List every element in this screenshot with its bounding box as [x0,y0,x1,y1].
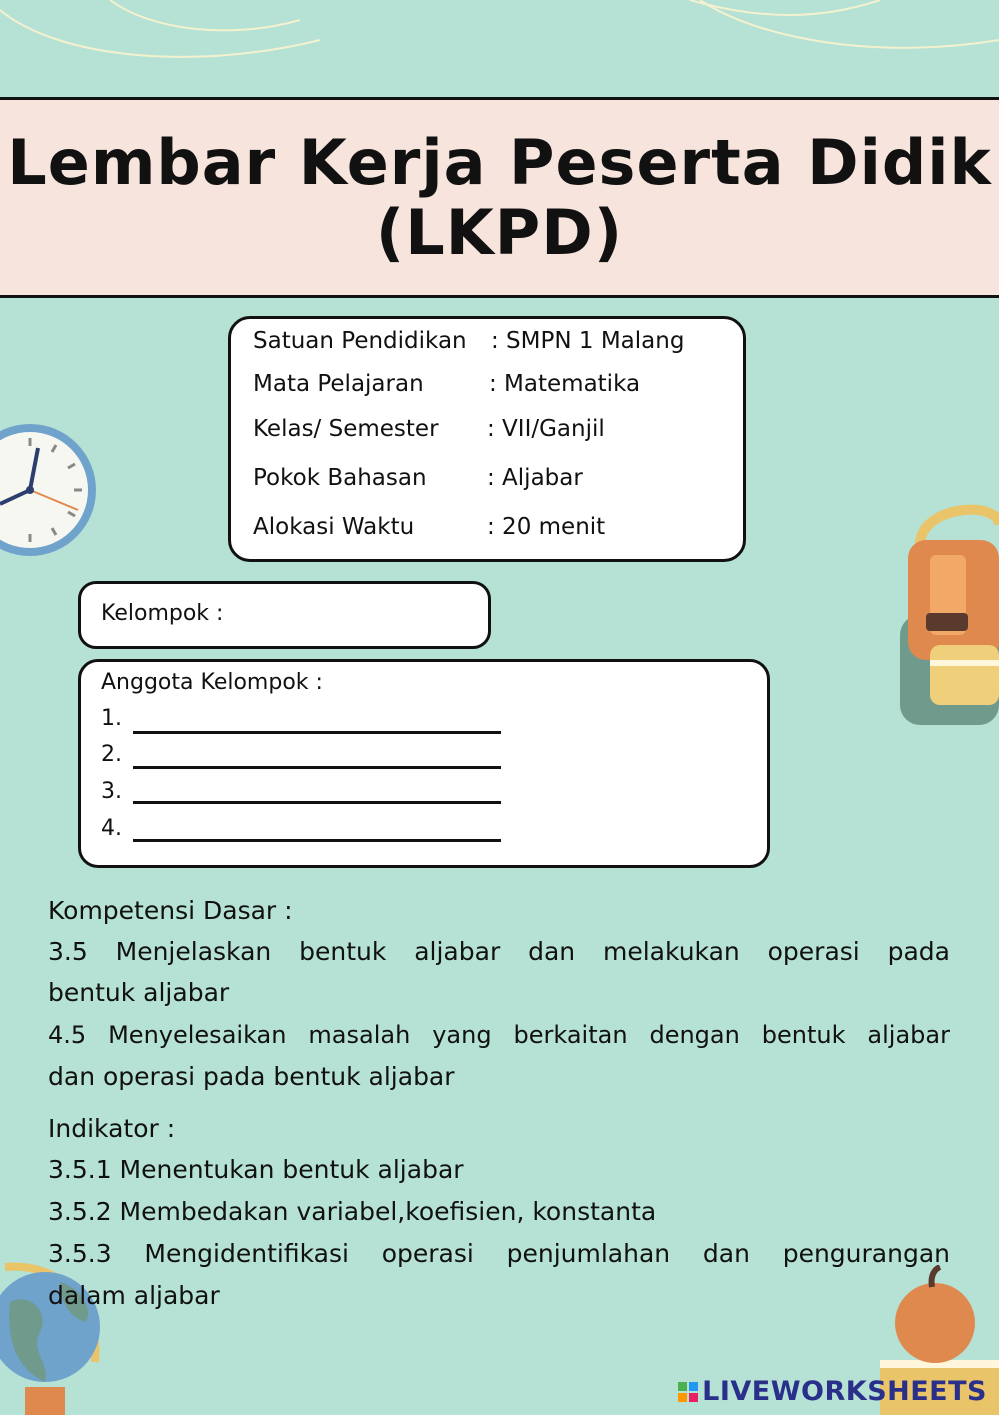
info-value: : Matematika [489,371,641,397]
info-box [228,316,746,562]
info-value: : Aljabar [487,465,583,491]
title-banner [0,97,999,298]
group-field[interactable] [78,581,491,649]
backpack-icon [900,495,999,730]
info-value: : 20 menit [487,514,606,540]
kd-item1-line1: 3.5 Menjelaskan bentuk aljabar dan melakukan operasi pada [48,937,950,966]
member-number: 2. [101,742,122,767]
members-label: Anggota Kelompok : [101,670,323,695]
indikator-item3-line1: 3.5.3 Mengidentifikasi operasi penjumlahan dan pengurangan [48,1239,950,1268]
title-line-1: Lembar Kerja Peserta Didik [7,126,992,199]
info-value: : SMPN 1 Malang [491,328,685,354]
kd-item1-line2: bentuk aljabar [48,978,230,1007]
kd-heading: Kompetensi Dasar : [48,896,293,925]
info-value: : VII/Ganjil [487,416,605,442]
indikator-item2: 3.5.2 Membedakan variabel,koefisien, konstanta [48,1197,657,1226]
indikator-item1: 3.5.1 Menentukan bentuk aljabar [48,1155,464,1184]
indikator-heading: Indikator : [48,1114,176,1143]
members-box [78,659,770,868]
info-label: Kelas/ Semester [253,416,439,442]
member-number: 1. [101,706,122,731]
kd-item2-line2: dan operasi pada bentuk aljabar [48,1062,455,1091]
group-label: Kelompok : [101,601,224,626]
top-swirl-decoration [0,0,999,97]
logo-text: LIVEWORKSHEETS [702,1376,987,1407]
logo-mark-icon [678,1382,698,1402]
member-input-line[interactable] [133,731,501,734]
liveworksheets-logo [678,1376,987,1407]
member-number: 4. [101,816,122,841]
member-number: 3. [101,779,122,804]
info-label: Satuan Pendidikan [253,328,467,354]
info-label: Mata Pelajaran [253,371,424,397]
indikator-item3-line2: dalam aljabar [48,1281,220,1310]
clock-icon [0,420,100,560]
title-line-2: (LKPD) [375,196,624,269]
info-label: Alokasi Waktu [253,514,415,540]
member-input-line[interactable] [133,801,501,804]
member-input-line[interactable] [133,766,501,769]
info-label: Pokok Bahasan [253,465,427,491]
member-input-line[interactable] [133,839,501,842]
kd-item2-line1: 4.5 Menyelesaikan masalah yang berkaitan dengan bentuk aljabar [48,1021,950,1049]
